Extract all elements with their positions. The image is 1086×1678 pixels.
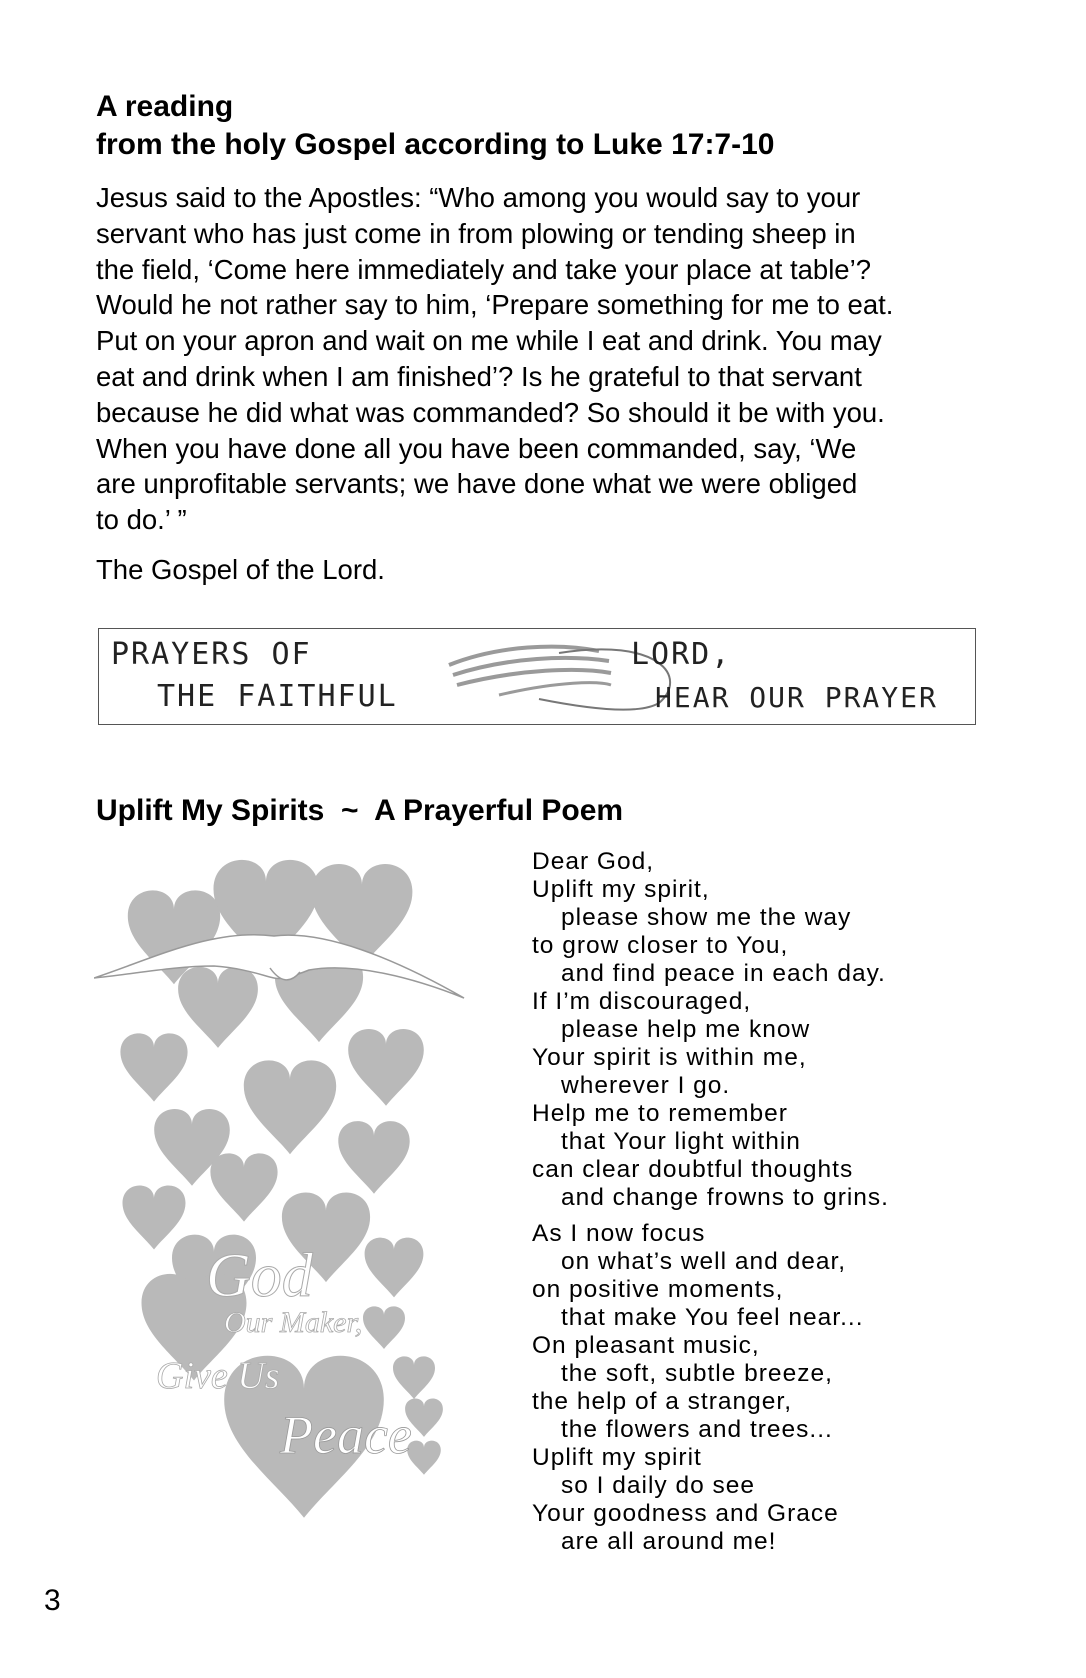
poem-line: Help me to remember xyxy=(532,1100,788,1127)
poem-line: If I’m discouraged, xyxy=(532,988,752,1015)
poem-line: Your goodness and Grace xyxy=(532,1500,839,1527)
art-text-give-us: Give Us xyxy=(156,1355,280,1397)
reading-line: to do.’ ” xyxy=(96,504,187,536)
reading-closing: The Gospel of the Lord. xyxy=(96,554,385,585)
reading-line: because he did what was commanded? So should it be with you. xyxy=(96,396,885,428)
poem-line: and find peace in each day. xyxy=(561,960,886,987)
art-text-our-maker: Our Maker, xyxy=(224,1306,363,1339)
art-text-god: God xyxy=(206,1242,313,1310)
reading-line: the field, ‘Come here immediately and take your place at table’? xyxy=(96,253,872,285)
poem-line: Uplift my spirit, xyxy=(532,876,710,903)
poem-line: and change frowns to grins. xyxy=(561,1184,889,1211)
poem-line: please help me know xyxy=(561,1016,811,1043)
poem-line: so I daily do see xyxy=(561,1472,756,1499)
poem-line: wherever I go. xyxy=(561,1072,731,1099)
poem-line: are all around me! xyxy=(561,1528,777,1555)
art-text-peace: Peace xyxy=(280,1405,412,1465)
poem-line: on what’s well and dear, xyxy=(561,1248,847,1275)
poem-line: on positive moments, xyxy=(532,1276,784,1303)
reading-line: Jesus said to the Apostles: “Who among you would say to your xyxy=(96,182,861,213)
poem-line: Dear God, xyxy=(532,848,655,875)
poem-line: the help of a stranger, xyxy=(532,1388,792,1415)
banner-left-line2: THE FAITHFUL xyxy=(157,679,398,714)
poem-line: Your spirit is within me, xyxy=(532,1044,807,1071)
reading-line: are unprofitable servants; we have done what we were obliged xyxy=(96,468,858,500)
poem-line: Uplift my spirit xyxy=(532,1444,702,1471)
poem-title: Uplift My Spirits ~ A Prayerful Poem xyxy=(96,794,624,827)
hearts-dove-artwork xyxy=(94,858,494,1568)
prayers-banner xyxy=(98,628,976,725)
reading-line: Would he not rather say to him, ‘Prepare something for me to eat. xyxy=(96,289,894,321)
poem-line: On pleasant music, xyxy=(532,1332,760,1359)
poem-line: to grow closer to You, xyxy=(532,932,789,959)
reading-title xyxy=(96,88,996,164)
reading-body xyxy=(96,180,996,538)
banner-right-line1: LORD, xyxy=(631,637,732,672)
reading-line: When you have done all you have been commanded, say, ‘We xyxy=(96,432,857,464)
banner-right-line2: HEAR OUR PRAYER xyxy=(655,681,938,714)
banner-left-line1: PRAYERS OF xyxy=(111,637,312,672)
reading-line: Put on your apron and wait on me while I eat and drink. You may xyxy=(96,325,882,357)
reading-title-line1: A reading xyxy=(96,90,234,123)
poem-line: As I now focus xyxy=(532,1220,706,1247)
poem-line: please show me the way xyxy=(561,904,852,931)
poem-line: can clear doubtful thoughts xyxy=(532,1156,854,1183)
poem-line: that Your light within xyxy=(561,1128,801,1155)
reading-title-line2: from the holy Gospel according to Luke 17:7-10 xyxy=(96,128,775,161)
poem-line: the flowers and trees... xyxy=(561,1416,833,1443)
page-number: 3 xyxy=(44,1584,61,1617)
poem-line: the soft, subtle breeze, xyxy=(561,1360,833,1387)
poem-body xyxy=(532,848,1052,1556)
poem-line: that make You feel near... xyxy=(561,1304,864,1331)
reading-line: servant who has just come in from plowing or tending sheep in xyxy=(96,217,856,249)
reading-line: eat and drink when I am finished’? Is he grateful to that servant xyxy=(96,360,862,392)
